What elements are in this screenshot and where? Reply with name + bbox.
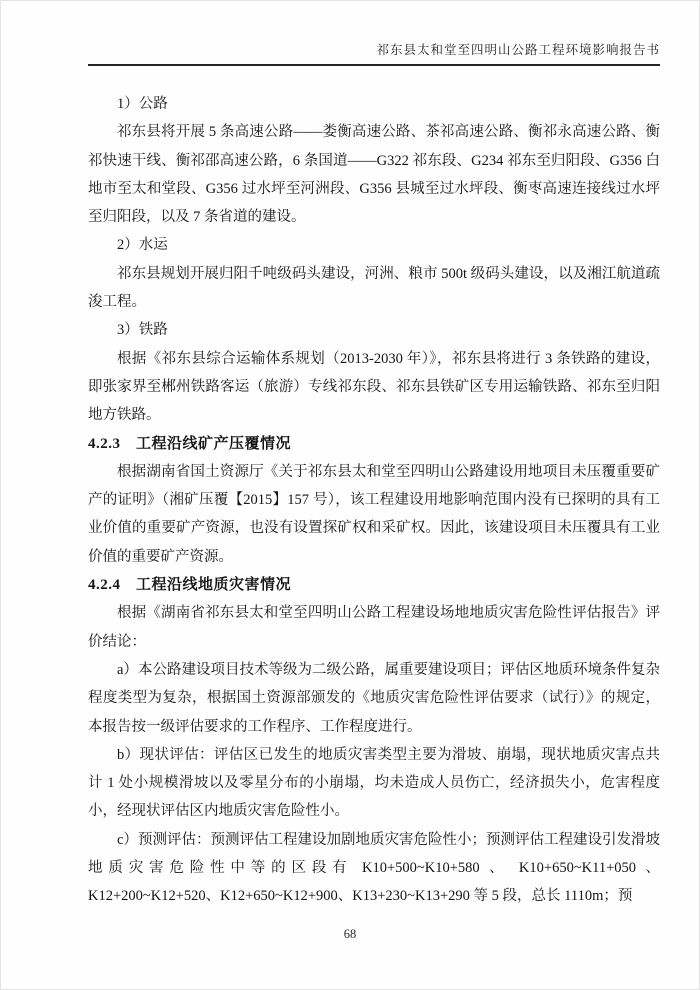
section-heading-4-2-3: 4.2.3 工程沿线矿产压覆情况 (88, 435, 292, 452)
paragraph-road: 祁东县将开展 5 条高速公路——娄衡高速公路、茶祁高速公路、衡祁永高速公路、衡祁快速干线、衡祁邵高速公路，6 条国道——G322 祁东段、G234 祁东至归阳段、G356 白地市至太和堂段、G356 过水坪至河洲段、G356 县城至过水坪段、衡枣高速连接线过水坪至归阳段，以及 7 条省道的建设。 (88, 124, 660, 226)
page-header (88, 40, 660, 66)
paragraph-geo-a: a）本公路建设项目技术等级为二级公路，属重要建设项目；评估区地质环境条件复杂程度类型为复杂，根据国土资源部颁发的《地质灾害危险性评估要求（试行）》的规定，本报告按一级评估要求的工作程序、工作程度进行。 (88, 661, 660, 735)
header-title: 祁东县太和堂至四明山公路工程环境影响报告书 (376, 43, 660, 57)
section-heading-4-2-4: 4.2.4 工程沿线地质灾害情况 (88, 577, 292, 594)
paragraph-rail: 根据《祁东县综合运输体系规划（2013-2030 年）》，祁东县将进行 3 条铁路的建设，即张家界至郴州铁路客运（旅游）专线祁东段、祁东县铁矿区专用运输铁路、祁东至归阳地方铁路。 (88, 350, 660, 424)
paragraph-mineral: 根据湖南省国土资源厅《关于祁东县太和堂至四明山公路建设用地项目未压覆重要矿产的证明》（湘矿压覆【2015】157 号），该工程建设用地影响范围内没有已探明的具有工业价值的重要矿产资源，也没有设置探矿权和采矿权。因此，该建设项目未压覆具有工业价值的重要矿产资源。 (88, 463, 660, 565)
list-item-heading-road: 1）公路 (117, 96, 168, 112)
paragraph-geo-c: c）预测评估：预测评估工程建设加剧地质灾害危险性小；预测评估工程建设引发滑坡地质灾害危险性中等的区段有 K10+500~K10+580 、 K10+650~K11+050 、K12+200~K12+520、K12+650~K12+900、K13+230~K13+290 等 5 段，总长 1110m；预 (88, 831, 660, 905)
paragraph-geo-intro: 根据《湖南省祁东县太和堂至四明山公路工程建设场地地质灾害危险性评估报告》评价结论： (88, 605, 660, 650)
paragraph-geo-b: b）现状评估：评估区已发生的地质灾害类型主要为滑坡、崩塌，现状地质灾害点共计 1 处小规模滑坡以及零星分布的小崩塌，均未造成人员伤亡，经济损失小，危害程度小，经现状评估区内地质灾害危险性小。 (88, 746, 660, 820)
page-footer (0, 927, 700, 942)
list-item-heading-water: 2）水运 (117, 237, 168, 254)
paragraph-water: 祁东县规划开展归阳千吨级码头建设，河洲、粮市 500t 级码头建设，以及湘江航道疏浚工程。 (88, 265, 660, 311)
page-number: 68 (343, 927, 357, 941)
document-body (88, 90, 660, 911)
list-item-heading-rail: 3）铁路 (117, 322, 168, 339)
